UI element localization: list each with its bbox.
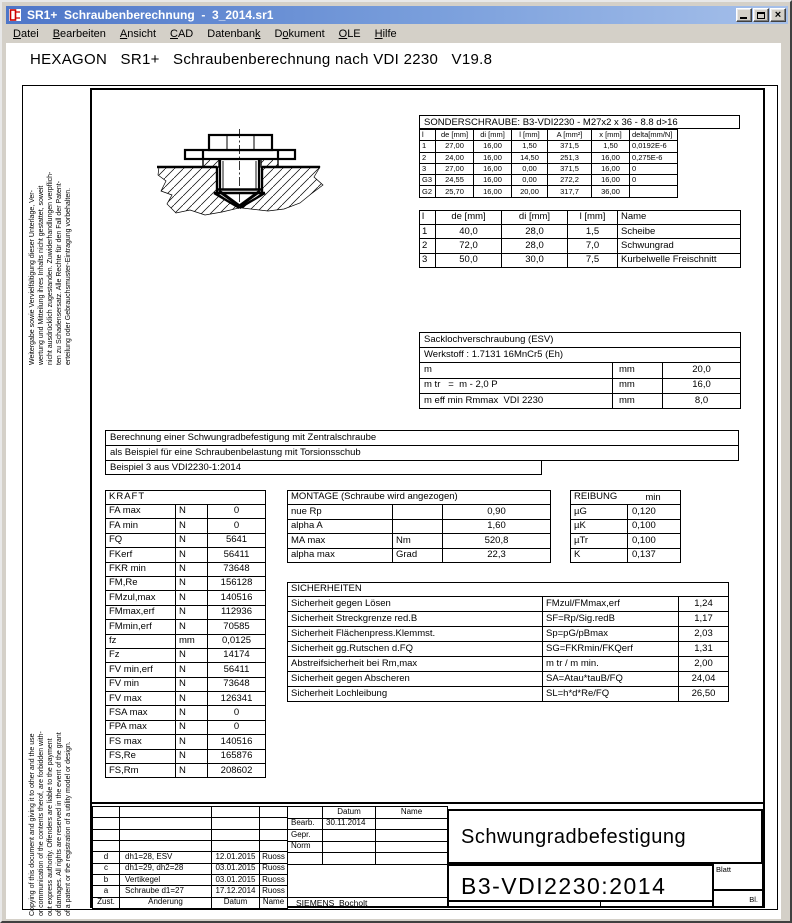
- table-row: als Beispiel für eine Schraubenbelastung mit Torsionsschub: [106, 446, 739, 461]
- table-row: m eff min Rmmax VDI 2230 mm 8,0: [420, 393, 741, 408]
- table-row: d dh1=28, ESV 12.01.2015 Ruoss: [93, 852, 288, 863]
- window-controls: [735, 8, 786, 22]
- table-row: FA min N 0: [106, 519, 266, 533]
- table-row: FS max N 140516: [106, 735, 266, 749]
- reibung-min-label: min: [645, 492, 661, 503]
- table-row: 3 27,00 16,00 0,00 371,5 16,00 0: [420, 163, 678, 174]
- table-row: m mm 20,0: [420, 363, 741, 378]
- minimize-button[interactable]: [736, 8, 752, 22]
- menu-item-bearbeiten[interactable]: Bearbeiten: [52, 28, 106, 40]
- washer: [185, 150, 295, 159]
- sonderschraube-title: SONDERSCHRAUBE: B3-VDI2230 - M27x2 x 36 - 8.8 d>16: [419, 115, 740, 129]
- menu-item-cad[interactable]: CAD: [170, 28, 194, 40]
- menu-item-dokument[interactable]: Dokument: [274, 28, 325, 40]
- kraft-title: KRAFT: [106, 491, 266, 505]
- table-row: FV min N 73648: [106, 677, 266, 691]
- table-row: Datum Name: [288, 807, 448, 819]
- sonderschraube-table: [419, 129, 678, 198]
- sicherheiten-table: [287, 582, 729, 702]
- montage-title: MONTAGE (Schraube wird angezogen): [288, 491, 551, 505]
- sackloch-werkstoff: Werkstoff : 1.7131 16MnCr5 (Eh): [420, 348, 741, 363]
- table-row: alpha A 1,60: [288, 519, 551, 534]
- sicherheiten-title: SICHERHEITEN: [288, 583, 729, 597]
- table-row: FQ N 5641: [106, 533, 266, 547]
- copyright-notice-german: Weitergabe sowie Vervielfältigung dieser Unterlage, Ver- wertung und Mitteilung ihres Inhalts nicht gestattet, soweit nicht ausdrücklich zugestanden. Zuwiderhandlungen verpflich- ten zu Schadensersatz. Alle Rechte für den Fall der Patent- erteilung oder Gebrauchsmuster-Eintragung vorbehalten.: [29, 171, 72, 365]
- table-row: Sicherheit gegen Abscheren SA=Atau*tauB/FQ 24,04: [288, 672, 729, 687]
- hex-head: [209, 135, 272, 150]
- blatt-box: Blatt: [712, 862, 763, 890]
- table-row: alpha max Grad 22,3: [288, 548, 551, 563]
- table-row: Sicherheit Lochleibung SL=h*d*Re/FQ 26,50: [288, 687, 729, 702]
- table-row: FS,Rm N 208602: [106, 764, 266, 778]
- table-row: [420, 333, 741, 348]
- washer-hatch: [203, 159, 278, 167]
- table-row: Sicherheit gg.Rutschen d.FQ SG=FKRmin/FKQerf 1,31: [288, 642, 729, 657]
- table-row: Norm: [288, 841, 448, 853]
- table-row: [93, 829, 288, 840]
- project-title: Schwungradbefestigung: [447, 809, 763, 864]
- maximize-icon: [757, 12, 765, 19]
- table-row: FMzul,max N 140516: [106, 591, 266, 605]
- revision-table: [92, 806, 288, 909]
- table-row: c dh1=29, dh2=28 03.01.2015 Ruoss: [93, 863, 288, 874]
- sackloch-table: [419, 332, 741, 409]
- table-row: nue Rp 0,90: [288, 505, 551, 520]
- title-bar: [6, 6, 788, 24]
- parts-table: [419, 210, 741, 268]
- bolt-drawing: [102, 97, 402, 317]
- table-row: FV min,erf N 56411: [106, 663, 266, 677]
- table-row: µK 0,100: [571, 519, 681, 534]
- table-row: [420, 348, 741, 363]
- table-row: FS,Re N 165876: [106, 749, 266, 763]
- minimize-icon: [740, 17, 747, 19]
- table-row: Zust. Änderung Datum Name: [93, 897, 288, 908]
- document-number: B3-VDI2230:2014: [447, 864, 714, 902]
- table-row: 1 27,00 16,00 1,50 371,5 1,50 0,0192E-6: [420, 141, 678, 152]
- table-row: G2 25,70 16,00 20,00 317,7 36,00: [420, 186, 678, 197]
- kraft-table: [105, 490, 266, 778]
- window-title: SR1+ Schraubenberechnung - 3_2014.sr1: [27, 8, 274, 22]
- menu-item-datenbank[interactable]: Datenbank: [207, 28, 261, 40]
- menu-item-ansicht[interactable]: Ansicht: [119, 28, 157, 40]
- table-row: [93, 840, 288, 851]
- table-row: FSA max N 0: [106, 706, 266, 720]
- table-row: 2 72,0 28,0 7,0 Schwungrad: [420, 239, 741, 253]
- table-row: Berechnung einer Schwungradbefestigung mit Zentralschraube: [106, 431, 739, 446]
- table-row: FV max N 126341: [106, 692, 266, 706]
- app-icon: [8, 8, 22, 22]
- title-block: [92, 802, 763, 906]
- company-name: SIEMENS Bocholt: [287, 897, 449, 908]
- table-row: b Vertikegel 03.01.2015 Ruoss: [93, 874, 288, 885]
- montage-table: [287, 490, 551, 563]
- table-row: Sicherheit gegen Lösen FMzul/FMmax,erf 1,24: [288, 597, 729, 612]
- table-row: FMmax,erf N 112936: [106, 605, 266, 619]
- table-row: 1 40,0 28,0 1,5 Scheibe: [420, 225, 741, 239]
- maximize-button[interactable]: [753, 8, 769, 22]
- table-row: Sicherheit Flächenpress.Klemmst. Sp=pG/pBmax 2,03: [288, 627, 729, 642]
- table-row: 3 50,0 30,0 7,5 Kurbelwelle Freischnitt: [420, 253, 741, 267]
- table-row: FMmin,erf N 70585: [106, 620, 266, 634]
- table-row: K 0,137: [571, 548, 681, 563]
- table-row: [93, 807, 288, 818]
- table-row: FM,Re N 156128: [106, 576, 266, 590]
- menu-item-ole[interactable]: OLE: [338, 28, 361, 40]
- bottom-strip: [447, 902, 714, 908]
- table-row: FKR min N 73648: [106, 562, 266, 576]
- page-title: HEXAGON SR1+ Schraubenberechnung nach VDI 2230 V19.8: [30, 51, 493, 68]
- table-row: Fz N 14174: [106, 648, 266, 662]
- approval-table: [287, 806, 448, 865]
- menu-bar: [6, 25, 788, 43]
- table-row: [288, 853, 448, 865]
- table-row: Bearb. 30.11.2014: [288, 818, 448, 830]
- table-row: Sicherheit Streckgrenze red.B SF=Rp/Sig.redB 1,17: [288, 612, 729, 627]
- table-row: m tr = m - 2,0 P mm 16,0: [420, 378, 741, 393]
- table-row: FPA max N 0: [106, 720, 266, 734]
- table-row: MA max Nm 520,8: [288, 534, 551, 549]
- copyright-notice-english: Copying of this document and giving it to other and the use or communication of the contents therof, are forbidden with- out express authority. Offenders are liable to the payment of damages. All rights are reserved in the event of the grant of a patent or the registration of a utility model or design.: [29, 731, 72, 916]
- table-row: l de [mm] di [mm] l [mm] A [mm²] x [mm] delta[mm/N]: [420, 130, 678, 141]
- table-row: G3 24,55 16,00 0,00 272,2 16,00 0: [420, 175, 678, 186]
- table-row: FA max N 0: [106, 505, 266, 519]
- table-row: FKerf N 56411: [106, 548, 266, 562]
- sackloch-title: Sacklochverschraubung (ESV): [420, 333, 741, 348]
- reibung-title: REIBUNG: [574, 491, 618, 503]
- close-button[interactable]: [770, 8, 786, 22]
- table-row: 2 24,00 16,00 14,50 251,3 16,00 0,275E-6: [420, 152, 678, 163]
- close-icon: ×: [774, 9, 782, 21]
- table-row: µTr 0,100: [571, 534, 681, 549]
- menu-item-datei[interactable]: Datei: [13, 28, 39, 40]
- description-line3: Beispiel 3 aus VDI2230-1:2014: [105, 460, 542, 475]
- menu-item-hilfe[interactable]: Hilfe: [374, 28, 397, 40]
- description-box: [105, 430, 739, 461]
- table-row: Gepr.: [288, 830, 448, 842]
- bl-box: Bl.: [712, 890, 763, 908]
- table-row: l de [mm] di [mm] l [mm] Name: [420, 211, 741, 225]
- table-row: [93, 818, 288, 829]
- strip-divider: [600, 902, 601, 908]
- table-row: fz mm 0,0125: [106, 634, 266, 648]
- table-row: µG 0,120: [571, 505, 681, 520]
- table-row: Abstreifsicherheit bei Rm,max m tr / m min. 2,00: [288, 657, 729, 672]
- table-row: a Schraube d1=27 17.12.2014 Ruoss: [93, 886, 288, 897]
- reibung-table: [570, 490, 681, 563]
